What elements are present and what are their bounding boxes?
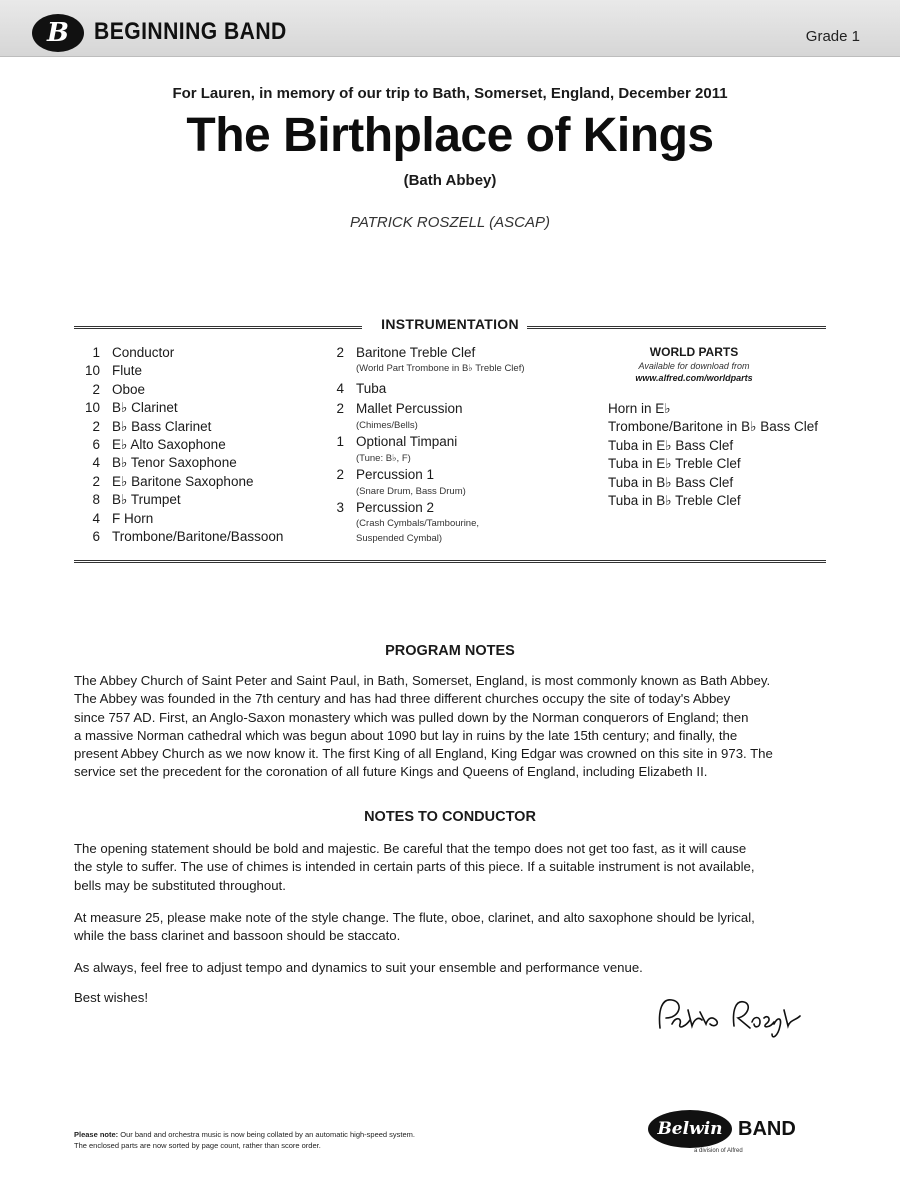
piece-subtitle: (Bath Abbey) (403, 172, 497, 189)
instrumentation-header (74, 316, 826, 336)
program-notes-body: The Abbey Church of Saint Peter and Saint Paul, in Bath, Somerset, England, is most commonly known as Bath Abbey. The Abbey was founded in the 7th century and has had three different churches occupy the site of today's Abbey since 757 AD. First, an Anglo-Saxon monastery which was pulled down by the Norman conquerors of England; then a massive Norman cathedral which was begun about 1090 but lay in ruins by the late 15th century; and finally, the present Abbey Church as we now know it. The first King of all England, King Edgar was crowned on this site in 973. The service set the precedent for the coronation of all future Kings and Queens of England, including Elizabeth II. (74, 673, 773, 780)
conductor-paragraph: The opening statement should be bold and majestic. Be careful that the tempo does not get too fast, as it will cause the style to suffer. The use of chimes is intended in certain parts of this piece. If a suitable instrument is not available, bells may be substituted throughout. (74, 841, 755, 893)
piece-title: The Birthplace of Kings (186, 109, 714, 162)
instrument-note: (Snare Drum, Bass Drum) (356, 485, 466, 497)
world-parts-title: WORLD PARTS (649, 345, 739, 359)
world-part-item: Tuba in E♭ Treble Clef (608, 456, 741, 472)
belwin-b-logo-icon: B (32, 14, 84, 52)
instrument-row: 8 B♭ Trumpet (92, 492, 181, 508)
instrument-note: (Tune: B♭, F) (356, 452, 411, 464)
publisher-division: a division of Alfred (694, 1148, 743, 1154)
world-part-item: Trombone/Baritone in B♭ Bass Clef (608, 419, 818, 435)
belwin-logo-icon: Belwin (648, 1110, 732, 1148)
series-header-bar (0, 0, 900, 57)
belwin-band-logo (648, 1108, 828, 1158)
instrument-row: 2 Mallet Percussion (336, 401, 463, 417)
closing-line: Best wishes! (74, 990, 149, 1005)
instrument-row: 2 Baritone Treble Clef (336, 345, 476, 360)
instrument-row: 1 Conductor (92, 345, 175, 360)
world-part-item: Tuba in E♭ Bass Clef (608, 437, 734, 453)
divider (74, 560, 826, 563)
instrument-row: 2 Oboe (92, 381, 146, 397)
world-part-item: Tuba in B♭ Treble Clef (608, 493, 741, 509)
instrument-row: 6 Trombone/Baritone/Bassoon (92, 529, 284, 545)
instrument-row: 2 B♭ Bass Clarinet (92, 418, 212, 434)
notes-to-conductor-heading: NOTES TO CONDUCTOR (364, 809, 536, 825)
instrument-row: 10 Flute (84, 363, 143, 379)
dedication: For Lauren, in memory of our trip to Bath, Somerset, England, December 2011 (172, 85, 728, 102)
instrument-row: 4 B♭ Tenor Saxophone (92, 455, 237, 471)
instrument-note: (Crash Cymbals/Tambourine, (356, 518, 480, 530)
instrument-row: 2 E♭ Baritone Saxophone (92, 473, 254, 489)
publisher-band-label: BAND (738, 1118, 796, 1140)
instrument-row: 2 Percussion 1 (336, 467, 435, 483)
instrument-note: Suspended Cymbal) (356, 532, 443, 544)
world-parts (608, 344, 828, 510)
world-part-item: Horn in E♭ (608, 401, 671, 416)
world-parts-url: www.alfred.com/worldparts (635, 373, 753, 383)
instrument-note: (Chimes/Bells) (356, 419, 418, 431)
instrument-row: 4 F Horn (92, 510, 154, 526)
world-part-item: Tuba in B♭ Bass Clef (608, 474, 734, 490)
instrumentation-heading: INSTRUMENTATION (373, 316, 527, 332)
instrument-row: 4 Tuba (336, 380, 387, 396)
conductor-paragraph: As always, feel free to adjust tempo and dynamics to suit your ensemble and performance venue. (74, 960, 643, 975)
world-parts-availability: Available for download from (638, 361, 750, 371)
instrument-row: 10 B♭ Clarinet (84, 400, 178, 416)
conductor-paragraph: At measure 25, please make note of the style change. The flute, oboe, clarinet, and alto saxophone should be lyrical, while the bass clarinet and bassoon should be staccato. (74, 910, 755, 944)
footer-note: Please note: Our band and orchestra music is now being collated by an automatic high-speed system. The enclosed parts are now sorted by page count, rather than score order. (74, 1130, 416, 1150)
instrumentation-column-2 (318, 344, 588, 546)
instrument-row: 1 Optional Timpani (336, 434, 458, 450)
instrumentation-column-1 (74, 344, 314, 546)
series-title: BEGINNING BAND (94, 18, 287, 45)
composer-credit: PATRICK ROSZELL (ASCAP) (349, 214, 551, 231)
program-notes-heading: PROGRAM NOTES (385, 643, 515, 659)
grade-label: Grade 1 (805, 28, 860, 45)
instrument-note: (World Part Trombone in B♭ Treble Clef) (356, 363, 525, 375)
instrument-row: 3 Percussion 2 (336, 500, 435, 516)
composer-signature-icon (650, 990, 810, 1050)
instrument-row: 6 E♭ Alto Saxophone (92, 437, 226, 453)
